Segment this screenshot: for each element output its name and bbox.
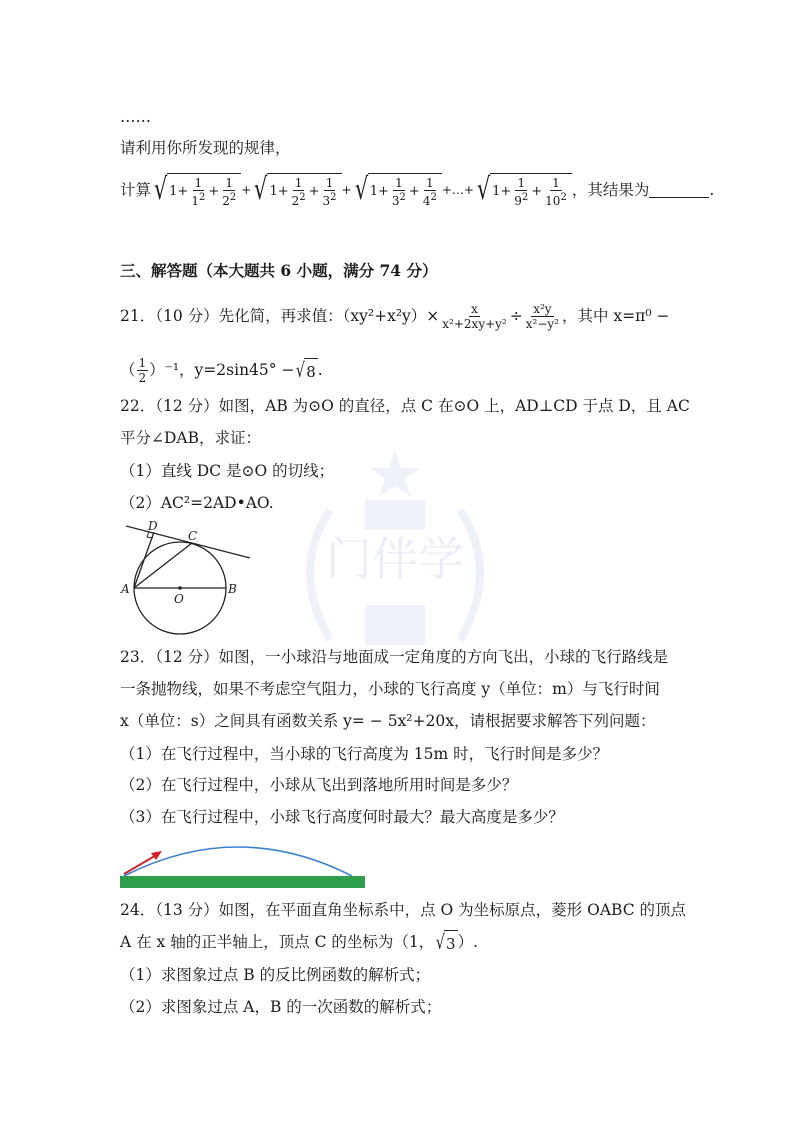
q21-div: ÷ xyxy=(509,307,523,325)
q21-end: . xyxy=(317,361,323,379)
q23-line1: 23．（12 分）如图，一小球沿与地面成一定角度的方向飞出，小球的飞行路线是 xyxy=(120,648,669,666)
q24-line2-post: ）. xyxy=(457,933,479,951)
q21-prefix: 21．（10 分）先化简，再求值：（xy²+x²y）× xyxy=(120,307,440,325)
radical-term: √ 1+ $\frac{1}{3^2}$ + $\frac{1}{4^2}$ xyxy=(352,173,442,208)
intro-line: 请利用你所发现的规律， xyxy=(120,139,291,157)
q23-sub2: （2）在飞行过程中，小球从飞出到落地所用时间是多少？ xyxy=(120,776,518,794)
q21-frac2-den: x²−y² xyxy=(525,316,559,331)
label-a: A xyxy=(121,582,130,596)
q22-circle-figure xyxy=(118,518,258,638)
calc-prefix: 计算 xyxy=(120,181,152,199)
q21-half-den: 2 xyxy=(138,370,147,385)
q21-suffix: ，其中 x=π⁰ − xyxy=(561,307,670,325)
q22-line2: 平分∠DAB，求证： xyxy=(120,429,261,447)
plus-sign: + xyxy=(241,183,252,197)
label-b: B xyxy=(228,582,237,596)
q24-line2 xyxy=(120,928,478,956)
label-o: O xyxy=(174,592,184,606)
watermark-text: 门伴学 xyxy=(326,532,464,586)
ground xyxy=(120,876,365,888)
q24-sqrt: √ 3 xyxy=(436,930,456,954)
q22-line1: 22．（12 分）如图，AB 为⊙O 的直径，点 C 在⊙O 上，AD⊥CD 于点 D，且 AC xyxy=(120,397,690,415)
q21-frac1-den: x²+2xy+y² xyxy=(442,316,507,331)
q24-line2-pre: A 在 x 轴的正半轴上，顶点 C 的坐标为（1， xyxy=(120,933,435,951)
q24-sqrt-val: 3 xyxy=(444,930,458,955)
radical-term: √ 1+ $\frac{1}{9^2}$ + $\frac{1}{10^2}$ xyxy=(474,173,572,208)
center-dot xyxy=(178,586,182,590)
radical-term: √ 1+ $\frac{1}{1^2}$ + $\frac{1}{2^2}$ xyxy=(151,173,241,208)
q23-line2: 一条抛物线，如果不考虑空气阻力，小球的飞行高度 y（单位：m）与飞行时间 xyxy=(120,680,660,698)
q21-frac1 xyxy=(440,302,508,331)
q21-frac1-num: x xyxy=(471,301,478,316)
q22-sub2: （2）AC²=2AD•AO. xyxy=(120,494,274,512)
answer-blank xyxy=(649,183,709,198)
calc-terms xyxy=(151,173,572,208)
q23-sub3: （3）在飞行过程中，小球飞行高度何时最大？最大高度是多少？ xyxy=(120,808,564,826)
label-c: C xyxy=(188,529,198,543)
q21-open: （ xyxy=(120,361,136,379)
q21-half-num: 1 xyxy=(138,355,147,370)
q23-line3: x（单位：s）之间具有函数关系 y= − 5x²+20x，请根据要求解答下列问题： xyxy=(120,712,656,730)
section-title: 三、解答题（本大题共 6 小题，满分 74 分） xyxy=(120,261,438,280)
q21-half xyxy=(137,356,149,385)
radical-term: √ 1+ $\frac{1}{2^2}$ + $\frac{1}{3^2}$ xyxy=(251,173,341,208)
calc-suffix: ，其结果为 xyxy=(571,181,650,199)
q21-line2 xyxy=(120,352,323,388)
q24-sub1: （1）求图象过点 B 的反比例函数的解析式； xyxy=(120,966,431,984)
q24-line1: 24．（13 分）如图，在平面直角坐标系中，点 O 为坐标原点，菱形 OABC 的顶点 xyxy=(120,901,686,919)
calc-end: . xyxy=(709,181,715,199)
q21-sqrt-val: 8 xyxy=(304,358,318,383)
flight-path xyxy=(124,847,352,876)
label-d: D xyxy=(148,519,158,533)
plus-sign: +…+ xyxy=(441,183,474,197)
ellipsis: …… xyxy=(120,108,151,126)
q21-line1 xyxy=(120,298,669,334)
q23-parabola-figure xyxy=(120,836,365,888)
q21-frac2-num: x²y xyxy=(533,301,552,316)
calc-line xyxy=(120,170,714,210)
q21-sqrt: √ 8 xyxy=(296,358,316,382)
q21-rest: ）⁻¹，y=2sin45° − xyxy=(149,361,295,379)
plus-sign: + xyxy=(341,183,352,197)
q24-sub2: （2）求图象过点 A，B 的一次函数的解析式； xyxy=(120,998,442,1016)
q22-sub1: （1）直线 DC 是⊙O 的切线； xyxy=(120,462,335,480)
q23-sub1: （1）在飞行过程中，当小球的飞行高度为 15m 时，飞行时间是多少？ xyxy=(120,745,609,763)
q21-frac2 xyxy=(524,302,561,331)
arrow-head-icon xyxy=(151,851,162,860)
